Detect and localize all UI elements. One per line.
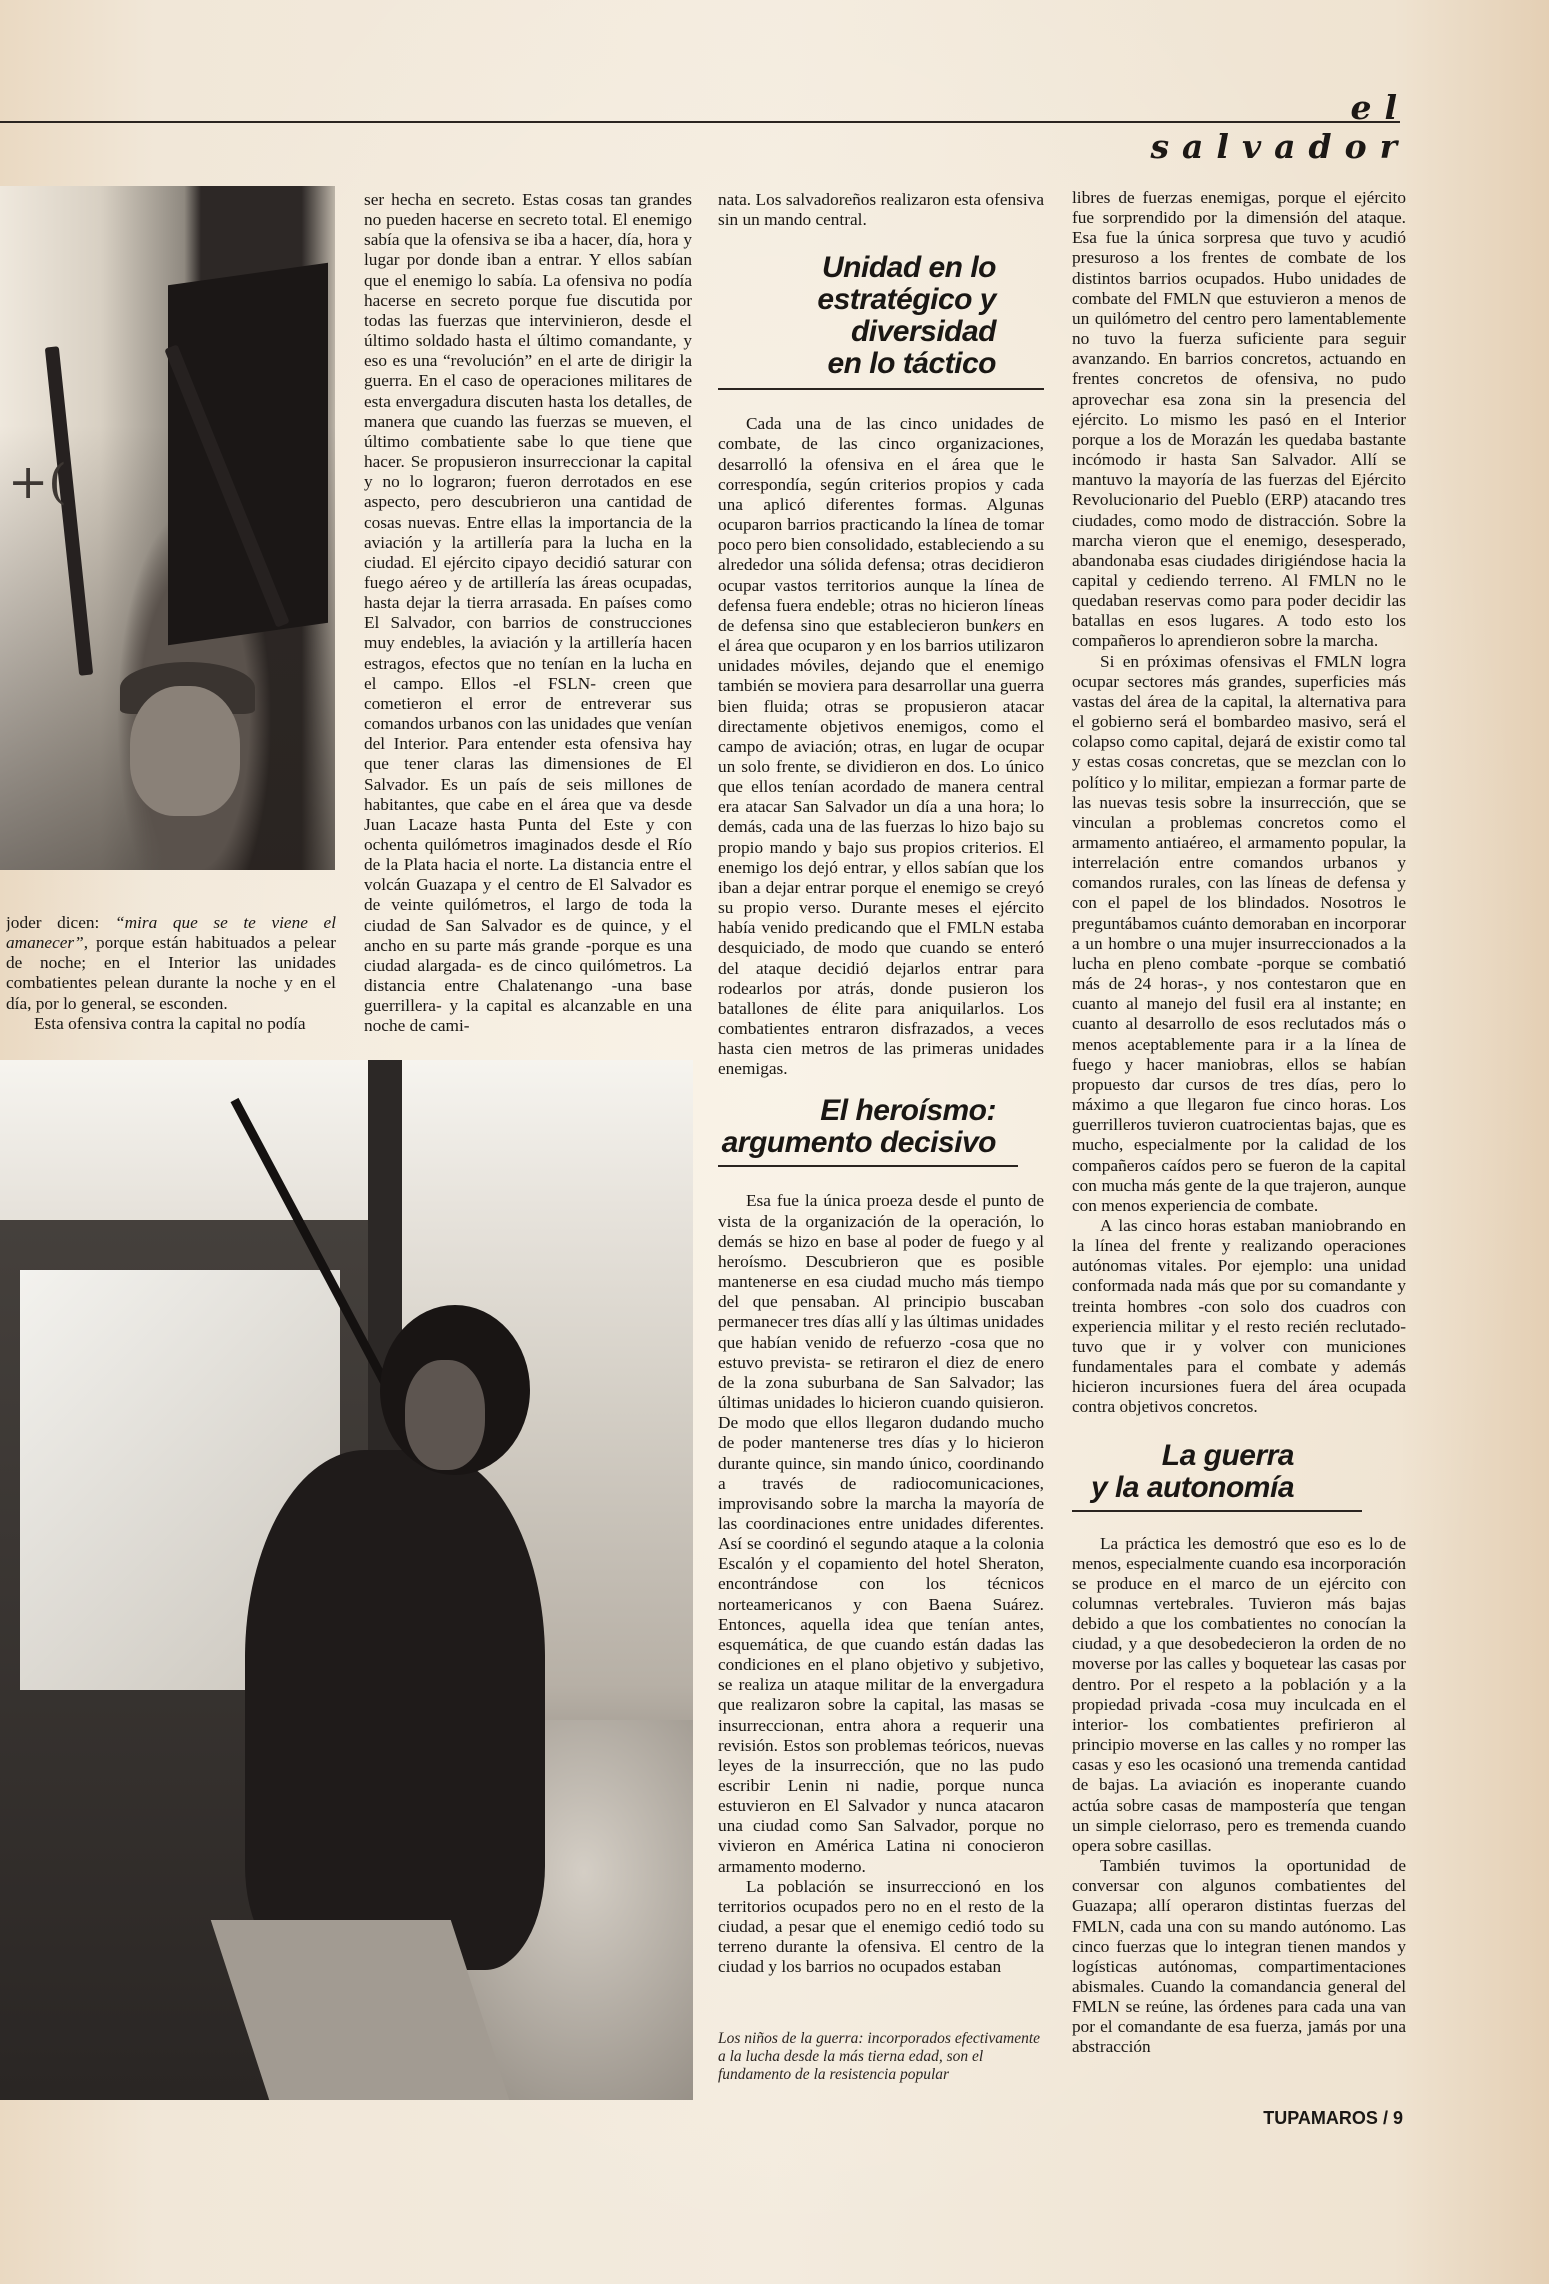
- col3-paragraph-5: También tuvimos la oportunidad de conversar con algunos combatientes del Guazapa; allí operaron distintas fuerzas del FMLN, cada una con su mando autónomo. Las cinco fuerzas que lo integran tienen mandos y logísticas autónomas, compartimentaciones abismales. Cuando la comandancia general del FMLN se reúne, las órdenes para cada una van por el comandante de esa fuerza, jamás por una abstracción: [1072, 1856, 1406, 2057]
- column-2: [718, 190, 1044, 2110]
- heading-rule: [718, 1165, 1018, 1167]
- heading-rule: [718, 388, 1044, 390]
- column-3: [1072, 188, 1406, 2110]
- col3-paragraph-2: Si en próximas ofensivas el FMLN logra ocupar sectores más grandes, superficies más vastas del área de la capital, la alternativa para el gobierno será el bombardeo masivo, será el colapso como capital, dejará de existir como tal y estas cosas concretas, que se mezclan con lo político y lo militar, empiezan a formar parte de las nuevas tesis sobre la insurrección, que se vinculan a problemas concretos como el armamento antiaéreo, el armamento popular, la interrelación entre comandos urbanos y comandos rurales, con las líneas de defensa y con el papel de los blindados. Nosotros le preguntábamos cuánto demoraban en incorporar a un hombre o una mujer insurreccionados a la lucha en pleno combate -porque se combatió más de 24 horas-, y nos contestaron que en cuanto al manejo del fusil era al instante; en cuanto al desarrollo de esos reclutados más o menos aceptablemente para ir a la línea de fuego y hacer maniobras, ellos se habían propuesto dar cursos de tres días, pero lo máximo a que llegaron fue cinco horas. Los guerrilleros tuvieron cuatrocientas bajas, que es mucho, especialmente por la calidad de los compañeros caídos pero se fueron de la capital con mucha más gente de la que trajeron, aunque con menos experiencia de combate.: [1072, 651, 1406, 1215]
- col3-paragraph-4: La práctica les demostró que eso es lo de menos, especialmente cuando esa incorporación se produce en el marco de un ejército con columnas vertebrales. Tuvieron más bajas debido a que los combatientes no conocían la ciudad, y a que desobedecieron la orden de no moverse por las calles y boquetear las casas por dentro. Por el respeto a la población y a la propiedad privada -cosa muy inculcada en el interior- los combatientes prefirieron al principio moverse en las calles y no romper las casas y eso les ocasionó una tremenda cantidad de bajas. La aviación es inoperante cuando actúa sobre casas de mampostería que tengan un simple cielorraso, pero es tremenda cuando opera sobre casillas.: [1072, 1533, 1406, 1855]
- col2-intro: nata. Los salvadoreños realizaron esta ofensiva sin un mando central.: [718, 190, 1044, 230]
- column-1: [364, 190, 692, 1046]
- page-footer: TUPAMAROS / 9: [1263, 2108, 1403, 2128]
- child-soldier-photo: [0, 1060, 693, 2100]
- section-title: el salvador: [1150, 88, 1410, 166]
- column-1-left: [6, 913, 336, 1035]
- col2-paragraph-1: Cada una de las cinco unidades de combate, de las cinco organizaciones, desarrolló la ofensiva en el área que le correspondía, según criterios propios y cada una aplicó diferentes formas. Algunas ocuparon barrios practicando la línea de tomar poco pero bien consolidado, estableciendo a su alrededor una sólida defensa; otras decidieron ocupar vastos territorios aunque la línea de defensa fuera endeble; otras no hicieron líneas de defensa sino que establecieron bunkers en el área que ocuparon y en los barrios utilizaron unidades móviles, dejando que el enemigo también se moviera para desarrollar una guerra bien fluida; otras se propusieron atacar directamente objetivos enemigos, como el campo de aviación; otras, en lugar de ocupar un solo frente, se dividieron en dos. Lo único que ellos tenían acordado de manera central era atacar San Salvador un día a una hora; lo demás, cada una de las fuerzas lo hizo bajo su propio mando y bajo sus propios criterios. El enemigo los dejó entrar, y ellos sabían que los iban a dejar entrar porque el enemigo se creyó su propio verso. Durante meses el ejército había venido predicando que el FMLN estaba desquiciado, de modo que cuando se enteró del ataque decidió dejarlos entrar para rodearlos por atrás, donde pusieron los batallones de élite para aniquilarlos. Los combatientes entraron disfrazados, a veces hasta cien metros de las primeras unidades enemigas.: [718, 414, 1044, 1079]
- heading-unidad: Unidad en lo estratégico y diversidad en lo táctico: [817, 251, 996, 381]
- col2-paragraph-2: Esa fue la única proeza desde el punto de vista de la organización de la operación, lo demás se hizo en base al poder de fuego y al heroísmo. Descubrieron que es posible mantenerse en esa ciudad mucho más tiempo del que pensaban. Al principio buscaban permanecer tres días allí y las últimas unidades que habían venido de refuerzo -cosa que no estuvo prevista- se retiraron el diez de enero de la zona suburbana de San Salvador; las últimas unidades lo hicieron cuando quisieron. De modo que ellos llegaron dudando mucho de poder mantenerse tres días y lo hicieron durante quince, sin mando único, coordinando a través de radiocomunicaciones, improvisando sobre la marcha la mayoría de las coordinaciones entre unidades diferentes. Así se coordinó el segundo ataque a la colonia Escalón y el copamiento del hotel Sheraton, encontrándose con los técnicos norteamericanos y con Baena Suárez. Entonces, aquella idea que tenían antes, esquemática, de que cuando están dadas las condiciones en el plano objetivo y subjetivo, se realiza un ataque militar de la envergadura que realizaron sobre la capital, las masas se insurreccionan, entra ahora a requerir una revisión. Estos son problemas teóricos, nuevas leyes de la insurrección, que no las pudo escribir Lenin ni nadie, porque nunca estuvieron en El Salvador y nunca atacaron una ciudad como San Salvador, porque no vivieron en América Latina ni conocieron armamento moderno.: [718, 1191, 1044, 1876]
- col3-paragraph-1: libres de fuerzas enemigas, porque el ejército fue sorprendido por la dimensión del ataque. Esa fue la única sorpresa que tuvo y acudió presuroso a los frentes de combate de los distintos barrios ocupados. Hubo unidades de combate del FMLN que estuvieron a menos de un quilómetro del centro pero lamentablemente no tuvo la fuerza suficiente para seguir avanzando. En barrios concretos, actuando en frentes concretos de ofensiva, no pudo aprovechar esa zona sin la presencia del ejército. Lo mismo les pasó en el Interior porque a los de Morazán les quedaba bastante incómodo ir hasta San Salvador. Allí se mantuvo la mayoría de las fuerzas del Ejército Revolucionario del Pueblo (ERP) atacando tres ciudades, como modo de distracción. Sobre la marcha vieron que el enemigo, desesperado, abandonaba esas ciudades dirigiéndose hacia la capital y cediendo terreno. Al FMLN no le quedaban reservas como para poder decidir las batallas en esos lugares. A todo esto los compañeros lo aprendieron sobre la marcha.: [1072, 188, 1406, 651]
- col3-paragraph-3: A las cinco horas estaban maniobrando en la línea del frente y realizando operaciones autónomas vitales. Por ejemplo: una unidad conformada nada más que por su comandante y treinta hombres -con solo dos cuadros con experiencia militar y el resto recién reclutado- tuvo que ir y volver con municiones fundamentales para el combate y además hicieron incursiones fuera del área ocupada contra objetivos concretos.: [1072, 1215, 1406, 1417]
- col1-left-paragraph-2: Esta ofensiva contra la capital no podía: [34, 1013, 306, 1033]
- heading-heroismo: El heroísmo: argumento decisivo: [721, 1094, 996, 1160]
- col2-paragraph-3: La población se insurreccionó en los territorios ocupados pero no en el resto de la ciudad, a pesar que el enemigo cedió todo su terreno durante la ofensiva. El centro de la ciudad y los barrios no ocupados estaban: [718, 1876, 1044, 1977]
- heading-guerra: La guerra y la autonomía: [1090, 1438, 1294, 1504]
- col1-paragraph: ser hecha en secreto. Estas cosas tan grandes no pueden hacerse en secreto total. El enemigo sabía que la ofensiva se iba a hacer, día, hora y lugar por donde iban a entrar. Y ellos sabían que el enemigo lo sabía. La ofensiva no podía hacerse en secreto porque fue discutida por todas las fuerzas que intervinieron, desde el último soldado hasta el último comandante, y eso es una “revolución” en el arte de dirigir la guerra. En el caso de operaciones militares de esta envergadura discuten hasta los detalles, de manera que cuando las fuerzas se mueven, el último combatiente sabe lo que tiene que hacer. Se propusieron insurreccionar la capital y no lo lograron; fueron derrotados en ese aspecto, pero descubrieron una cantidad de cosas nuevas. Entre ellas la importancia de la aviación y la artillería para la lucha en la ciudad. El ejército cipayo decidió saturar con fuego aéreo y de artillería las áreas ocupadas, hasta dejar la tierra arrasada. En países como El Salvador, con barrios de construcciones muy endebles, la aviación y la artillería hacen estragos, efectos que no tenían en la lucha en el campo. Ellos -el FSLN- creen que cometieron el error de entreverar sus comandos urbanos con las unidades que venían del Interior. Para entender esta ofensiva hay que tener claras las dimensiones de El Salvador. Es un país de seis millones de habitantes, que cabe en el área que va desde Juan Lacaze hasta Punta del Este y con ochenta quilómetros imaginados desde el Río de la Plata hacia el norte. La distancia entre el volcán Guazapa y el centro de El Salvador es de veinte quilómetros, el largo de toda la ciudad de San Salvador es de quince, y el ancho en su parte más grande -porque es una ciudad alargada- es de cinco quilómetros. La distancia entre Chalatenango -una base guerrillera- y la capital es alcanzable en una noche de cami-: [364, 190, 692, 1036]
- col1-left-paragraph: joder dicen: “mira que se te viene el amanecer”, porque están habituados a pelear de noche; en el Interior las unidades combatientes pelean durante la noche y en el día, por lo general, se esconden.: [6, 913, 336, 1013]
- guerrilla-photo: +(: [0, 186, 335, 870]
- heading-heroismo-block: [718, 1095, 1044, 1167]
- heading-guerra-block: [1072, 1440, 1406, 1512]
- photo-caption: Los niños de la guerra: incorporados efectivamente a la lucha desde la más tierna edad, son el fundamento de la resistencia popular: [718, 2030, 1041, 2083]
- heading-rule: [1072, 1510, 1362, 1512]
